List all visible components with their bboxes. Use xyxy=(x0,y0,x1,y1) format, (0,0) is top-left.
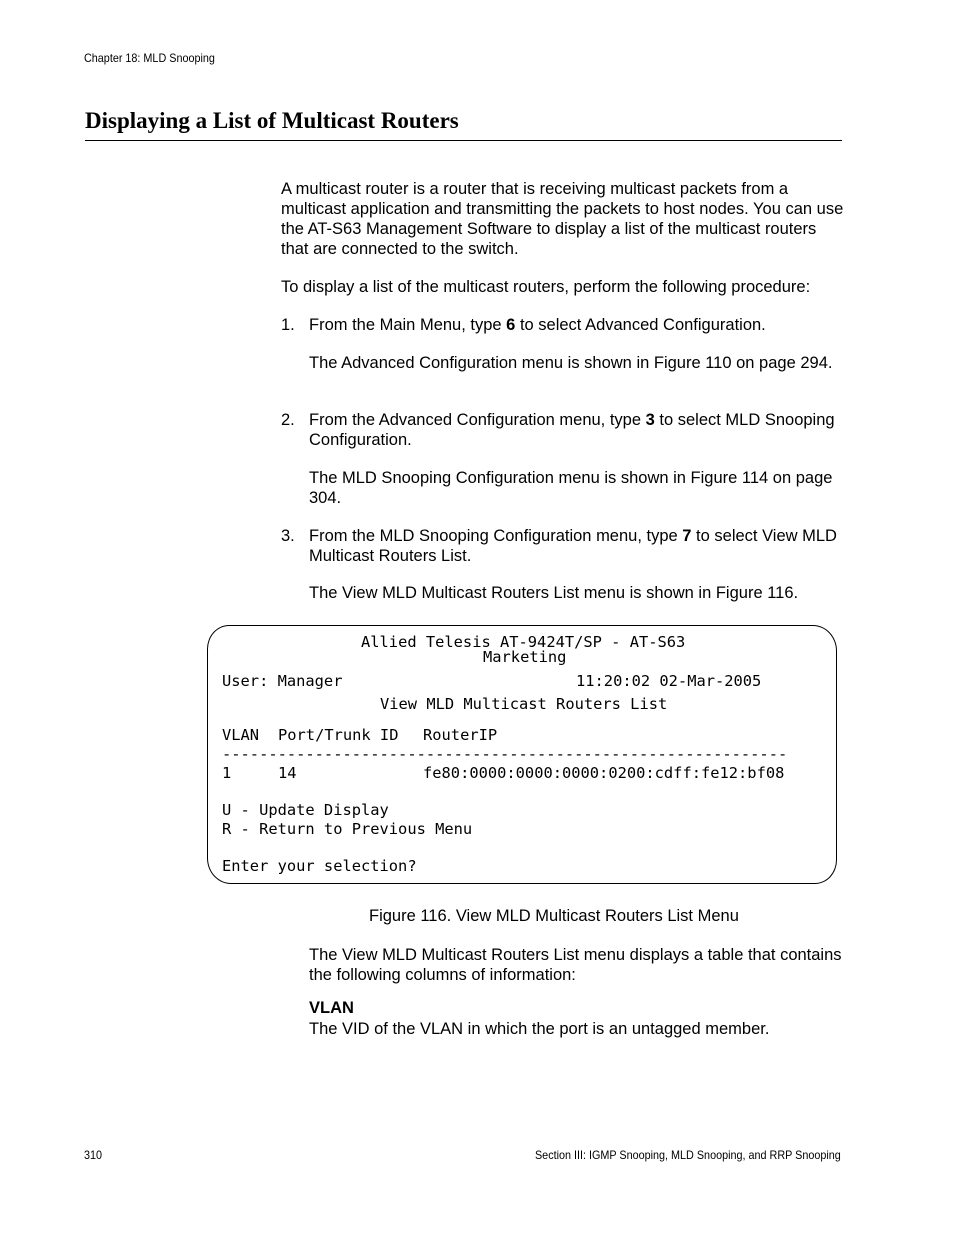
page-number: 310 xyxy=(84,1148,103,1162)
step-2-key: 3 xyxy=(645,411,655,429)
table-separator: ------------------------------------------------------------- xyxy=(222,745,788,763)
step-1-note: The Advanced Configuration menu is shown in Figure 110 on page 294. xyxy=(309,354,833,372)
step-2-number: 2. xyxy=(281,411,295,429)
section-title: Displaying a List of Multicast Routers xyxy=(85,108,459,133)
table-cell-vlan: 1 xyxy=(222,764,232,782)
step-3-note: The View MLD Multicast Routers List menu is shown in Figure 116. xyxy=(309,584,799,602)
terminal-system-name: Marketing xyxy=(483,648,567,666)
step-3-number: 3. xyxy=(281,527,295,545)
figure-caption: Figure 116. View MLD Multicast Routers List Menu xyxy=(369,907,739,925)
option-update-display: U - Update Display xyxy=(222,801,389,819)
terminal-user: User: Manager xyxy=(222,672,343,690)
running-head: Chapter 18: MLD Snooping xyxy=(84,51,215,65)
step-1-text: From the Main Menu, type 6 to select Advanced Configuration. xyxy=(309,316,766,334)
step-1-key: 6 xyxy=(506,316,516,334)
term-label-vlan: VLAN xyxy=(309,999,354,1017)
option-return-previous: R - Return to Previous Menu xyxy=(222,820,473,838)
step-2-note: The MLD Snooping Configuration menu is shown in Figure 114 on page 304. xyxy=(309,469,833,507)
table-cell-router-ip: fe80:0000:0000:0000:0200:cdff:fe12:bf08 xyxy=(423,764,785,782)
term-definition-vlan: The VID of the VLAN in which the port is an untagged member. xyxy=(309,1020,770,1038)
terminal-timestamp: 11:20:02 02-Mar-2005 xyxy=(576,672,762,690)
intro-paragraph: A multicast router is a router that is receiving multicast packets from a multicast application and transmitting the packets to host nodes. You can use the AT-S63 Management Software to display a list of the multicast routers that are connected to the switch. xyxy=(281,180,844,258)
column-header-routerip: RouterIP xyxy=(423,726,498,744)
table-cell-port: 14 xyxy=(278,764,297,782)
step-2-text: From the Advanced Configuration menu, type 3 to select MLD Snooping Configuration. xyxy=(309,411,835,449)
terminal-prompt: Enter your selection? xyxy=(222,857,417,875)
procedure-lead: To display a list of the multicast routers, perform the following procedure: xyxy=(281,278,811,296)
column-header-vlan: VLAN xyxy=(222,726,260,744)
terminal-product-line: Allied Telesis AT-9424T/SP - AT-S63 xyxy=(361,633,686,651)
terminal-menu-title: View MLD Multicast Routers List xyxy=(380,695,668,713)
footer-section: Section III: IGMP Snooping, MLD Snooping, and RRP Snooping xyxy=(535,1148,841,1162)
column-header-port: Port/Trunk ID xyxy=(278,726,399,744)
description-paragraph: The View MLD Multicast Routers List menu displays a table that contains the following columns of information: xyxy=(309,946,842,984)
step-1-number: 1. xyxy=(281,316,295,334)
step-3-key: 7 xyxy=(682,527,692,545)
step-3-text: From the MLD Snooping Configuration menu, type 7 to select View MLD Multicast Routers List. xyxy=(309,527,837,565)
title-rule xyxy=(85,140,842,141)
